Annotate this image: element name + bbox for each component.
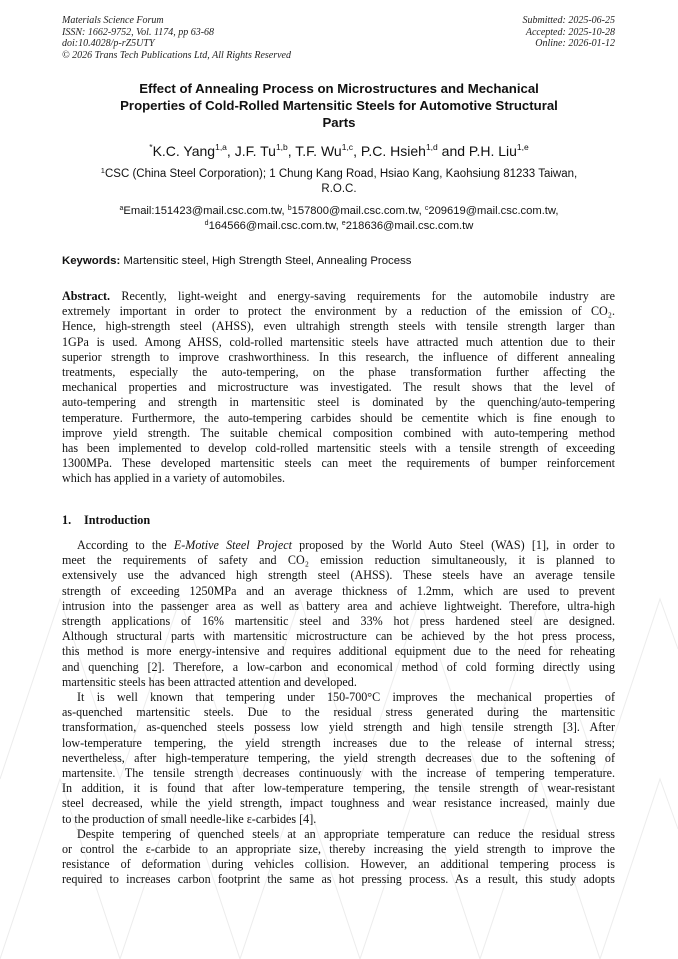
title-line: Effect of Annealing Process on Microstructures and Mechanical bbox=[139, 81, 539, 96]
paragraph-line: resistance of deformation during vehicles collision. However, an additional tempering process is bbox=[62, 857, 615, 872]
paragraph-line: extensively use the advanced high strength steel (AHSS). These steels have an average tensile bbox=[62, 568, 615, 583]
email-address: 164566@mail.csc.com.tw, bbox=[208, 220, 342, 232]
paragraph-line: martensite. The tensile strength decreases continuously with the increase of tempering temperature. bbox=[62, 766, 615, 781]
paragraph-line: According to the E-Motive Steel Project proposed by the World Auto Steel (WAS) [1], in order to bbox=[77, 538, 615, 552]
abstract-line: improve yield strength. The suitable chemical composition combined with auto-tempering method bbox=[62, 425, 615, 440]
author-name: T.F. Wu bbox=[295, 143, 342, 159]
journal-name: Materials Science Forum bbox=[62, 15, 164, 26]
abstract-line: 1300MPa. These developed martensitic steels can meet the requirements of bumper reinforcement bbox=[62, 456, 615, 471]
paragraph-line: intrusion into the passenger area as well as battery area and achieve lightweight. Therefore, ultra-high bbox=[62, 598, 615, 613]
author-affil-mark: 1,a bbox=[215, 142, 227, 152]
paragraph-line: as-quenched martensitic steels. Due to the residual stress generated during the martensitic bbox=[62, 705, 615, 720]
accepted-date: Accepted: 2025-10-28 bbox=[525, 26, 615, 38]
affiliation-mark: 1 bbox=[100, 166, 105, 175]
paragraph-line: to the production of small needle-like ε-carbides [4]. bbox=[62, 811, 317, 826]
introduction-body bbox=[62, 538, 615, 888]
abstract-line: treatments, especially the auto-tempering, on the phase transformation further affecting the bbox=[62, 365, 615, 380]
issn-volume: ISSN: 1662-9752, Vol. 1174, pp 63-68 bbox=[62, 26, 215, 38]
author-name: K.C. Yang bbox=[152, 143, 216, 159]
abstract-line: Hence, high-strength steel (AHSS), even ultrahigh strength steels with tensile strength larger than bbox=[62, 319, 615, 334]
email-mark: c bbox=[424, 205, 429, 212]
abstract-line: has been implemented to develop cold-rolled martensitic steels with a tensile strength of exceeding bbox=[62, 441, 615, 456]
author-affil-mark: 1,c bbox=[341, 142, 354, 152]
abstract-line: mechanical properties and microstructure was investigated. The result shows that the level of bbox=[62, 380, 615, 395]
paragraph-line: martensitic steels has been attracted attention and developed. bbox=[62, 674, 357, 689]
paragraph-line: strength applications of 16% martensitic steel and 33% hot press hardened steel are designed. bbox=[62, 614, 615, 629]
author-affil-mark: 1,d bbox=[425, 142, 438, 152]
paragraph-line: low-temperature tempering, the yield strength increases due to the release of internal stress; bbox=[62, 735, 615, 750]
online-date: Online: 2026-01-12 bbox=[535, 38, 615, 49]
paragraph-line: It is well known that tempering under 150-700°C improves the mechanical properties of bbox=[77, 690, 615, 705]
paragraph-line: In addition, it is found that after low-temperature tempering, the tensile strength of wear-resistant bbox=[62, 781, 615, 796]
author-name: J.F. Tu bbox=[234, 143, 276, 159]
title-line: Parts bbox=[322, 115, 356, 130]
affiliation-line: R.O.C. bbox=[321, 183, 357, 195]
email-mark: d bbox=[204, 220, 209, 227]
paragraph-line: steel decreased, while the yield strength, impact toughness and wear resistance increased, mainly due bbox=[62, 796, 615, 811]
paper-title bbox=[60, 80, 618, 131]
author-separator: , bbox=[353, 143, 361, 159]
email-mark: a bbox=[119, 205, 124, 212]
author-name: P.C. Hsieh bbox=[360, 143, 426, 159]
paragraph-line: nevertheless, after high-temperature tempering, the yield strength decreases due to the softening of bbox=[62, 750, 615, 765]
abstract-line: auto-tempering and strength in martensitic steel is dominated by the quenching/auto-tempering bbox=[62, 395, 615, 410]
paragraph-line: this method is more energy-intensive and requires additional equipment due to the need for reheating bbox=[62, 644, 615, 659]
email-address: Email:151423@mail.csc.com.tw, bbox=[123, 205, 288, 217]
email-mark: b bbox=[287, 205, 292, 212]
abstract-line: which has applied in a variety of automobiles. bbox=[62, 471, 286, 486]
doi: doi:10.4028/p-rZ5UTY bbox=[62, 38, 155, 49]
author-name: P.H. Liu bbox=[468, 143, 517, 159]
copyright: © 2026 Trans Tech Publications Ltd, All Rights Reserved bbox=[62, 49, 291, 61]
author-affil-mark: 1,e bbox=[516, 142, 529, 152]
abstract-label: Abstract. bbox=[62, 289, 111, 303]
email-list bbox=[60, 204, 618, 234]
section-number: 1. bbox=[62, 513, 72, 527]
paragraph-line: meet the requirements of safety and CO₂ emission reduction simultaneously, it is planned to bbox=[62, 553, 615, 568]
keywords-text: Martensitic steel, High Strength Steel, Annealing Process bbox=[120, 255, 412, 267]
keywords bbox=[62, 254, 618, 268]
paragraph-line: or control the ε-carbide to an appropriate size, thereby increasing the yield strength to improve the bbox=[62, 842, 615, 857]
email-mark: e bbox=[341, 220, 346, 227]
paragraph-line: strength of exceeding 1250MPa and an average thickness of 1.2mm, which are used to prevent bbox=[62, 583, 615, 598]
section-title: Introduction bbox=[84, 513, 151, 527]
email-address: 209619@mail.csc.com.tw, bbox=[428, 205, 559, 217]
abstract-line: superior strength to improve crashworthiness. In this research, the influence of different annealing bbox=[62, 349, 615, 364]
email-address: 157800@mail.csc.com.tw, bbox=[291, 205, 425, 217]
title-line: Properties of Cold-Rolled Martensitic Steels for Automotive Structural bbox=[120, 98, 558, 113]
keywords-label: Keywords: bbox=[62, 255, 121, 267]
abstract-line: 1GPa is used. Among AHSS, cold-rolled martensitic steels have attracted much attention due to their bbox=[62, 334, 615, 349]
author-separator: , bbox=[226, 143, 235, 159]
affiliation bbox=[60, 167, 618, 197]
paragraph-line: required to increases carbon footprint the same as hot pressing process. As a result, this study adopts bbox=[62, 872, 615, 887]
abstract-line: temperature. Furthermore, the auto-tempering carbides should be cementite which is fine enough to bbox=[62, 410, 615, 425]
paragraph-line: Although structural parts with martensitic microstructure can be achieved by the hot press process, bbox=[62, 629, 615, 644]
author-separator: and bbox=[437, 143, 469, 159]
paragraph-line: transformation, as-quenched steels possess low yield strength and high tensile strength [3]. After bbox=[62, 720, 615, 735]
author-list bbox=[40, 142, 638, 160]
section-heading-introduction bbox=[62, 513, 150, 528]
submitted-date: Submitted: 2025-06-25 bbox=[522, 15, 615, 26]
abstract-line: extremely important in order to protect the environment by a reduction of the emission of CO₂. bbox=[62, 304, 615, 319]
email-address: 218636@mail.csc.com.tw bbox=[345, 220, 474, 232]
abstract bbox=[62, 289, 615, 487]
dates-info bbox=[523, 15, 616, 50]
author-separator: , bbox=[287, 143, 296, 159]
project-name: E-Motive Steel Project bbox=[173, 538, 292, 552]
corresponding-mark: * bbox=[149, 142, 153, 152]
author-affil-mark: 1,b bbox=[275, 142, 288, 152]
paragraph-line: and quenching [2]. Therefore, a low-carbon and economical method of cold forming directly using bbox=[62, 659, 615, 674]
abstract-line: Abstract. Recently, light-weight and energy-saving requirements for the automobile industry are bbox=[62, 289, 615, 303]
affiliation-line: CSC (China Steel Corporation); 1 Chung Kang Road, Hsiao Kang, Kaohsiung 81233 Taiwan, bbox=[104, 168, 578, 180]
journal-info bbox=[62, 15, 291, 61]
paragraph-line: Despite tempering of quenched steels at an appropriate temperature can reduce the residual stress bbox=[77, 826, 615, 841]
